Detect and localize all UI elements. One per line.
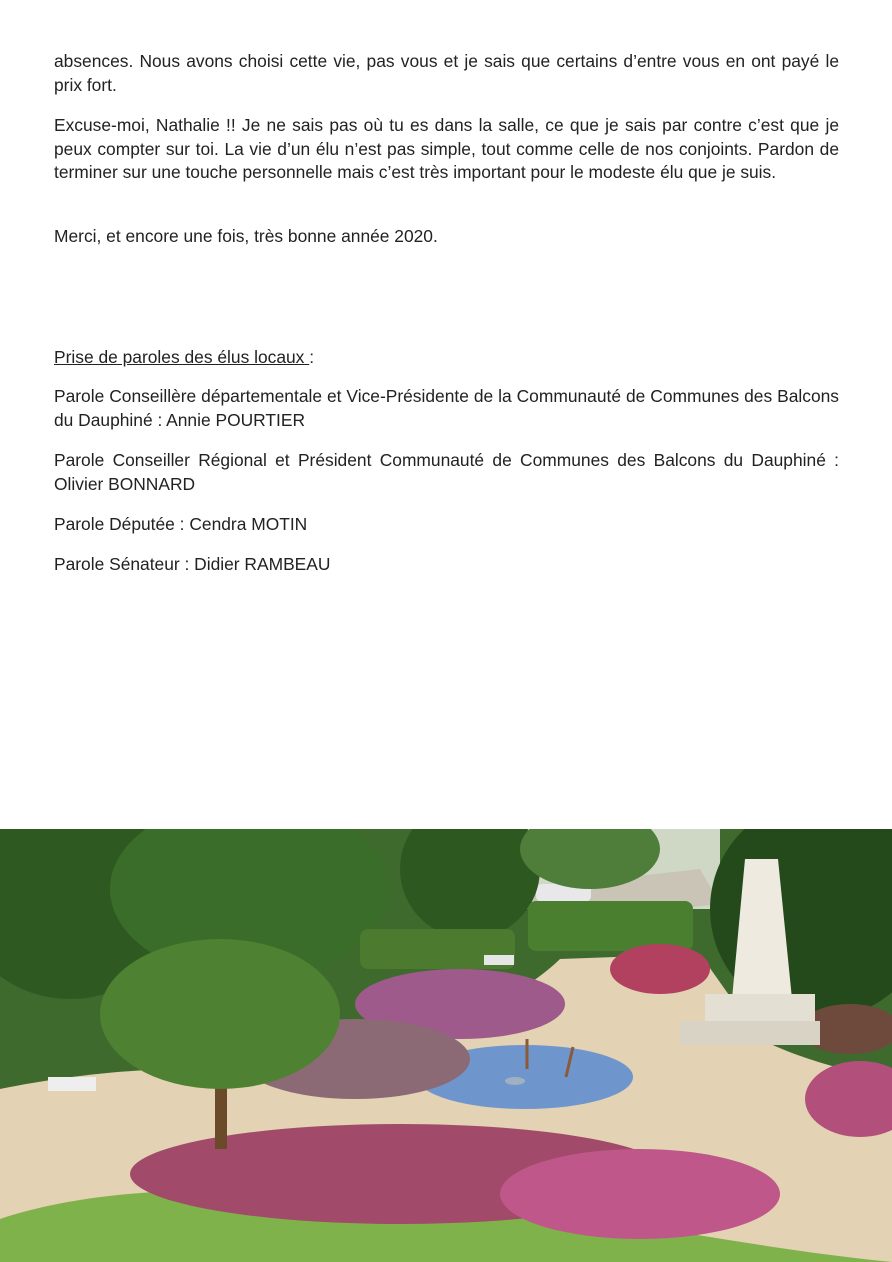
paragraph-merci: Merci, et encore une fois, très bonne année 2020. [54,226,438,246]
speaker-rambeau: Parole Sénateur : Didier RAMBEAU [54,554,331,574]
speaker-bonnard: Parole Conseiller Régional et Président Communauté de Communes des Balcons du Dauphiné : Olivier BONNARD [54,450,839,494]
hedge [528,901,693,951]
flower-bed-memorial [610,944,710,994]
speaker-motin: Parole Députée : Cendra MOTIN [54,514,308,534]
park-photo [0,829,892,1262]
paragraph-absences: absences. Nous avons choisi cette vie, pas vous et je sais que certains d’entre vous en ont payé le prix fort. [54,51,839,95]
bench-left [48,1077,96,1091]
paragraph-excuse: Excuse-moi, Nathalie !! Je ne sais pas où tu es dans la salle, ce que je sais par contre c’est que je peux compter sur toi. La vie d’un élu n’est pas simple, tout comme celle de nos conjoints. Pardon de terminer sur une touche personnelle mais c’est très important pour le modeste élu que je suis. [54,115,839,182]
section-heading-colon: : [309,347,315,367]
speaker-pourtier: Parole Conseillère départementale et Vice-Présidente de la Communauté de Communes des Balcons du Dauphiné : Annie POURTIER [54,386,839,430]
water-basin [505,1077,525,1085]
tree-canopy [100,939,340,1089]
bench-center [484,955,514,965]
war-memorial-steps [680,1021,820,1045]
section-heading [54,346,839,370]
flower-bed-front-right [500,1149,780,1239]
section-heading-label: Prise de paroles des élus locaux [54,347,310,367]
war-memorial-base [705,994,815,1024]
